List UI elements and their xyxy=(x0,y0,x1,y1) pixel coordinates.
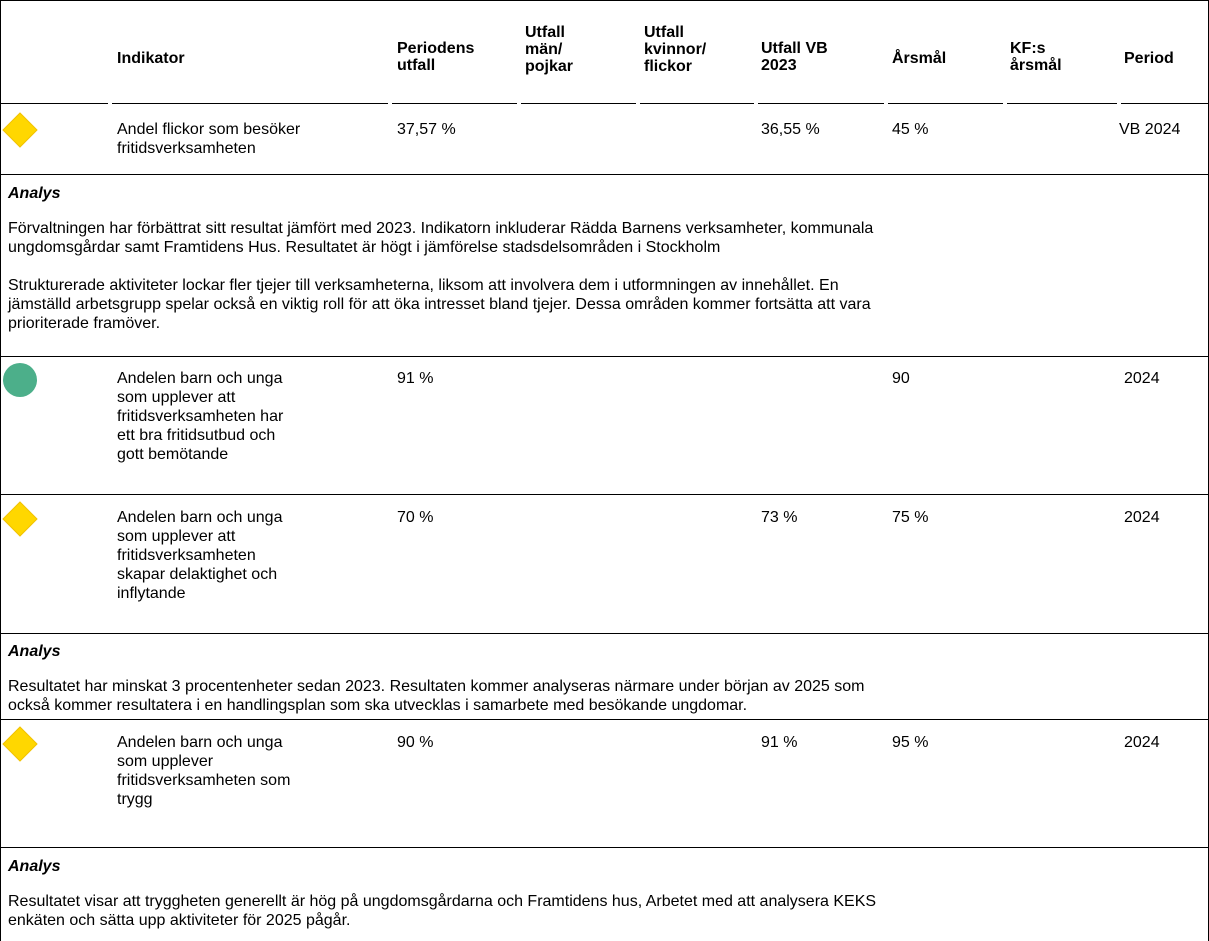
row-arsmal: 75 % xyxy=(892,509,929,526)
row-divider xyxy=(0,356,1209,357)
status-yellow-diamond-icon xyxy=(2,501,38,537)
analys-paragraph: Resultatet visar att tryggheten generellt är hög på ungdomsgårdarna och Framtidens hus, Arbetet med att analysera KEKS enkäten och sätta upp aktiviteter för 2025 pågår. xyxy=(8,893,877,929)
row-arsmal: 90 xyxy=(892,370,910,387)
row-indikator: Andel flickor som besöker fritidsverksamheten xyxy=(117,121,301,157)
header-utfall-man: Utfall män/ pojkar xyxy=(525,24,574,75)
header-period: Period xyxy=(1124,50,1174,67)
row-indikator: Andelen barn och unga som upplever att fritidsverksamheten har ett bra fritidsutbud och gott bemötande xyxy=(117,370,284,463)
analys-title: Analys xyxy=(8,643,61,660)
row-arsmal: 45 % xyxy=(892,121,929,138)
header-utfall-vb: Utfall VB 2023 xyxy=(761,40,828,74)
analys-title: Analys xyxy=(8,185,61,202)
analys-title: Analys xyxy=(8,858,61,875)
status-yellow-diamond-icon xyxy=(2,726,38,762)
row-divider xyxy=(0,494,1209,495)
table-top-border xyxy=(0,0,1209,1)
row-period: 2024 xyxy=(1124,509,1160,526)
row-divider xyxy=(0,174,1209,175)
row-periodens-utfall: 90 % xyxy=(397,734,434,751)
table-left-border xyxy=(0,0,1,941)
row-utfall-vb: 36,55 % xyxy=(761,121,820,138)
analys-paragraph: Förvaltningen har förbättrat sitt resultat jämfört med 2023. Indikatorn inkluderar Rädda Barnens verksamheter, kommunala ungdomsgårdar samt Framtidens Hus. Resultatet är högt i jämförelse stadsdelsområden i Stockholm xyxy=(8,220,874,256)
row-divider xyxy=(0,719,1209,720)
status-yellow-diamond-icon xyxy=(2,112,38,148)
row-periodens-utfall: 70 % xyxy=(397,509,434,526)
row-periodens-utfall: 91 % xyxy=(397,370,434,387)
status-green-circle-icon xyxy=(2,362,38,398)
row-divider xyxy=(0,847,1209,848)
row-indikator: Andelen barn och unga som upplever fritidsverksamheten som trygg xyxy=(117,734,291,808)
row-arsmal: 95 % xyxy=(892,734,929,751)
row-period: 2024 xyxy=(1124,370,1160,387)
analys-paragraph: Strukturerade aktiviteter lockar fler tjejer till verksamheterna, liksom att involvera dem i utformningen av innehållet. En jämställd arbetsgrupp spelar också en viktig roll för att öka intresset bland tjejer. Dessa områden kommer fortsätta att vara prioriterade framöver. xyxy=(8,277,871,332)
analys-paragraph: Resultatet har minskat 3 procentenheter sedan 2023. Resultaten kommer analyseras närmare under början av 2025 som också kommer resultatera i en handlingsplan som ska utvecklas i samarbete med besökande ungdomar. xyxy=(8,678,865,714)
row-periodens-utfall: 37,57 % xyxy=(397,121,456,138)
row-indikator: Andelen barn och unga som upplever att fritidsverksamheten skapar delaktighet och inflytande xyxy=(117,509,283,602)
header-utfall-kvinnor: Utfall kvinnor/ flickor xyxy=(644,24,707,75)
header-periodens-utfall: Periodens utfall xyxy=(397,40,475,74)
header-indikator: Indikator xyxy=(117,50,185,67)
header-kf-arsmal: KF:s årsmål xyxy=(1010,40,1062,74)
header-arsmal: Årsmål xyxy=(892,50,947,67)
row-period: 2024 xyxy=(1124,734,1160,751)
row-utfall-vb: 73 % xyxy=(761,509,798,526)
row-divider xyxy=(0,633,1209,634)
row-period: VB 2024 xyxy=(1119,121,1181,138)
header-bottom-border xyxy=(0,103,1209,104)
row-utfall-vb: 91 % xyxy=(761,734,798,751)
